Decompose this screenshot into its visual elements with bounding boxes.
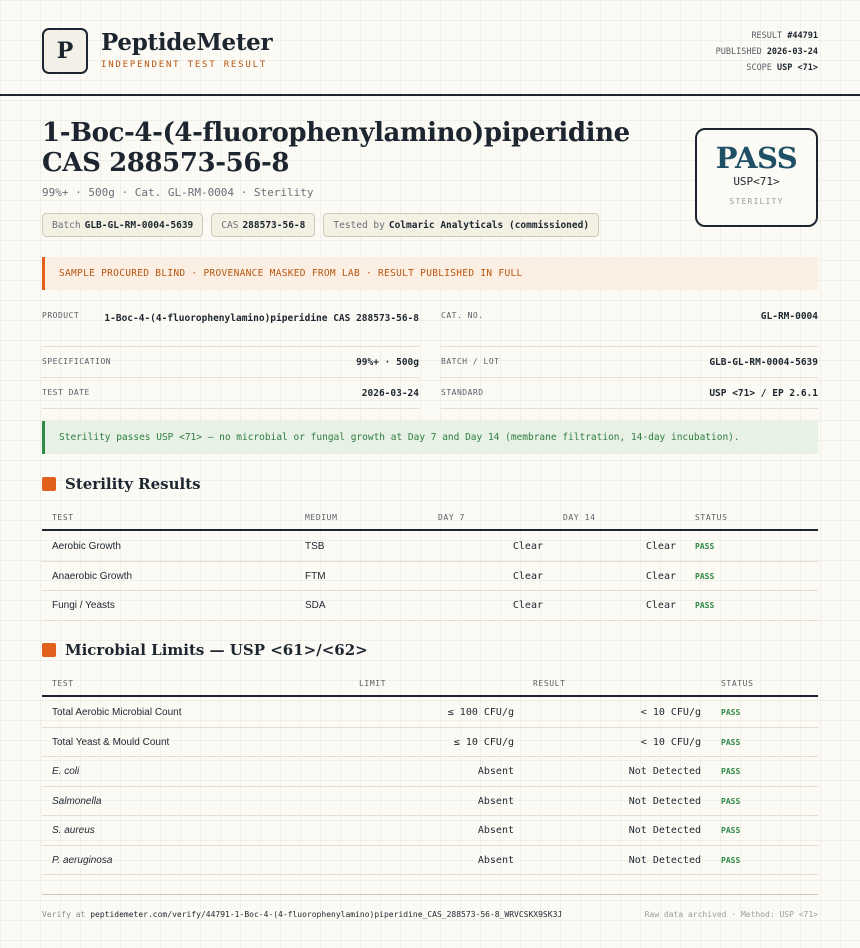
brand-tagline: INDEPENDENT TEST RESULT [101, 60, 268, 70]
table-row: Aerobic Growth TSB Clear Clear PASS [42, 532, 818, 562]
detail-cat-no: CAT. NO. GL-RM-0004 [441, 311, 818, 322]
divider [441, 408, 818, 409]
status-badge: PASS [721, 737, 741, 747]
archive-note: Raw data archived · Method: USP <71> [644, 910, 818, 919]
divider [441, 377, 818, 378]
table-row: Salmonella Absent Not Detected PASS [42, 787, 818, 817]
meta-published: PUBLISHED 2026-03-24 [715, 47, 818, 57]
pass-badge [695, 128, 818, 227]
batch-chip: Batch GLB-GL-RM-0004-5639 [42, 213, 203, 237]
product-subtitle: 99%+ · 500g · Cat. GL-RM-0004 · Sterility [42, 186, 314, 199]
status-badge: PASS [695, 601, 715, 610]
table-row: Total Yeast & Mould Count ≤ 10 CFU/g < 10 CFU/g PASS [42, 728, 818, 758]
footer-divider [42, 894, 818, 895]
sterility-section-title: Sterility Results [42, 475, 201, 493]
status-badge: PASS [721, 796, 741, 806]
detail-batch: BATCH / LOT GLB-GL-RM-0004-5639 [441, 357, 818, 368]
tested-by-chip: Tested by Colmaric Analyticals (commissioned) [323, 213, 599, 237]
detail-product: PRODUCT 1-Boc-4-(4-fluorophenylamino)piperidine CAS 288573-56-8 [42, 311, 419, 324]
sterility-table-header: TEST MEDIUM DAY 7 DAY 14 STATUS [42, 507, 818, 531]
verdict-label: STERILITY [729, 197, 784, 206]
table-row: Fungi / Yeasts SDA Clear Clear PASS [42, 591, 818, 621]
verdict: PASS [715, 141, 798, 175]
product-title: 1-Boc-4-(4-fluorophenylamino)piperidine CAS 288573-56-8 [42, 118, 630, 178]
status-badge: PASS [721, 767, 741, 776]
divider [42, 346, 419, 347]
status-badge: PASS [695, 571, 715, 581]
sterility-summary: Sterility passes USP <71> — no microbial or fungal growth at Day 7 and Day 14 (membrane filtration, 14-day incubation). [42, 421, 818, 454]
logo-mark: P [42, 28, 88, 74]
status-badge: PASS [695, 542, 715, 551]
table-row: Total Aerobic Microbial Count ≤ 100 CFU/g < 10 CFU/g PASS [42, 698, 818, 728]
verdict-standard: USP<71> [733, 175, 780, 188]
table-row: P. aeruginosa Absent Not Detected PASS [42, 846, 818, 876]
status-badge: PASS [721, 708, 741, 717]
detail-standard: STANDARD USP <71> / EP 2.6.1 [441, 388, 818, 399]
table-row: Anaerobic Growth FTM Clear Clear PASS [42, 562, 818, 592]
verify-link[interactable]: Verify at peptidemeter.com/verify/44791-1-Boc-4-(4-fluorophenylamino)piperidine_CAS_288573-56-8_WRVCSKX9SK3J [42, 910, 563, 919]
product-chips [42, 213, 599, 237]
status-badge: PASS [721, 826, 741, 835]
divider [441, 346, 818, 347]
divider [42, 408, 419, 409]
report-meta [716, 28, 818, 76]
report-header [0, 0, 860, 96]
meta-result: RESULT #44791 [751, 31, 818, 41]
verify-url[interactable]: peptidemeter.com/verify/44791-1-Boc-4-(4-fluorophenylamino)piperidine_CAS_288573-56-8_WRVCSKX9SK3J [90, 910, 563, 919]
microbial-table-header: TEST LIMIT RESULT STATUS [42, 673, 818, 697]
table-row: S. aureus Absent Not Detected PASS [42, 816, 818, 846]
section-marker [42, 477, 56, 491]
status-badge: PASS [721, 855, 741, 865]
detail-specification: SPECIFICATION 99%+ · 500g [42, 357, 419, 368]
brand-name: PeptideMeter [101, 29, 273, 56]
detail-test-date: TEST DATE 2026-03-24 [42, 388, 419, 399]
divider [42, 377, 419, 378]
section-marker [42, 643, 56, 657]
table-row: E. coli Absent Not Detected PASS [42, 757, 818, 787]
cas-chip: CAS 288573-56-8 [211, 213, 315, 237]
blind-sample-notice: SAMPLE PROCURED BLIND · PROVENANCE MASKED FROM LAB · RESULT PUBLISHED IN FULL [42, 257, 818, 290]
meta-scope: SCOPE USP <71> [746, 63, 818, 73]
microbial-section-title: Microbial Limits — USP <61>/<62> [42, 641, 368, 659]
